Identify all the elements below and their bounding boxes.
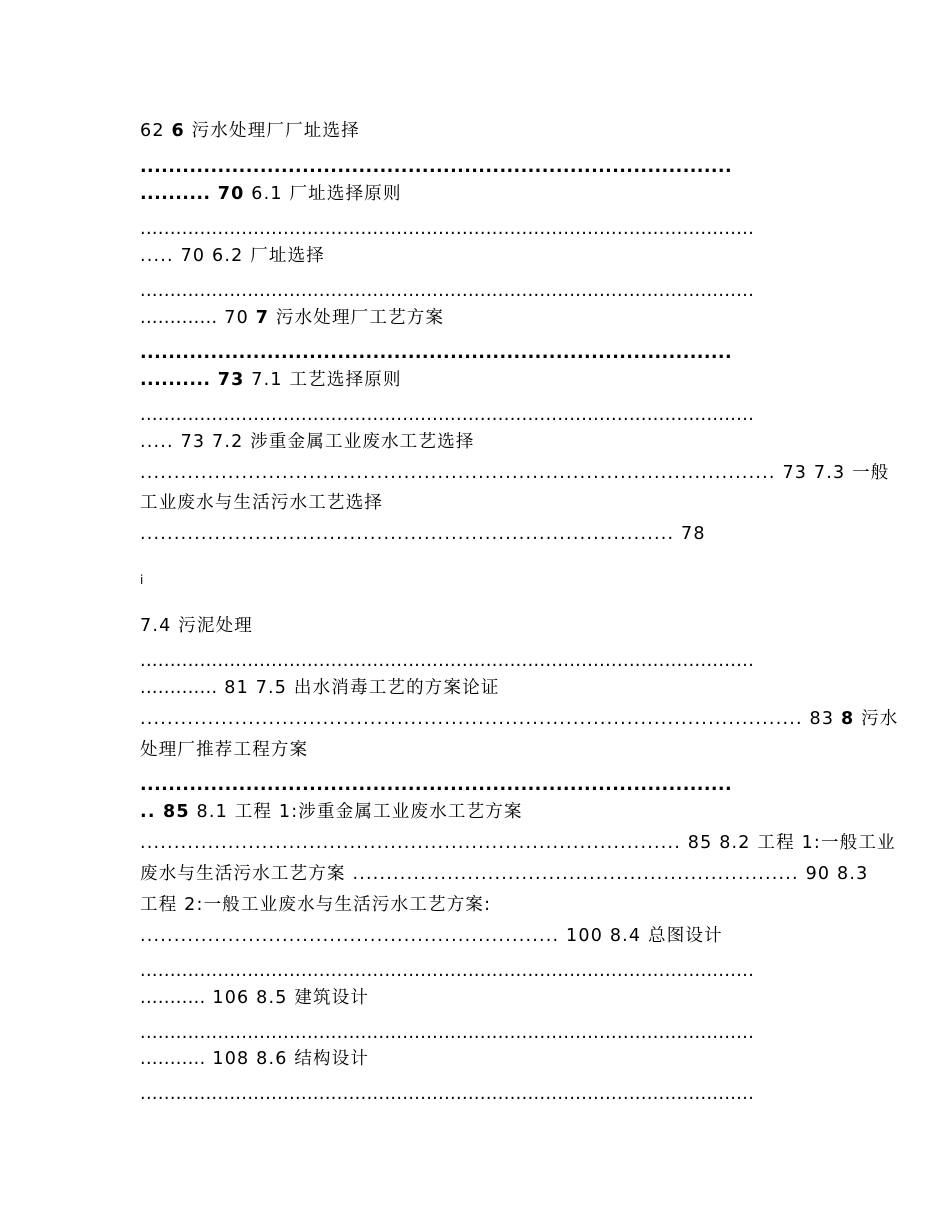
toc-line: 工程 2:一般工业废水与生活污水工艺方案: (140, 895, 492, 915)
toc-line: ..... 73 7.2 涉重金属工业废水工艺选择 (140, 432, 475, 452)
toc-line: 7.4 污泥处理 (140, 616, 253, 636)
toc-line: .......... 70 6.1 厂址选择原则 (140, 184, 402, 204)
toc-line: ........... 106 8.5 建筑设计 (140, 988, 370, 1008)
toc-leader: .................................................................................... (140, 157, 733, 177)
toc-line: 62 6 污水处理厂厂址选择 (140, 121, 360, 141)
toc-leader: ....................................................................................................... (140, 1084, 755, 1104)
toc-line: ................................................................................ 85 8.2 工程 1:一般工业 (140, 833, 896, 853)
toc-line: ............. 70 7 污水处理厂工艺方案 (140, 308, 445, 328)
toc-leader: ....................................................................................................... (140, 405, 755, 425)
page-number: i (140, 573, 144, 587)
toc-line: .............................................................................................. 73 7.3 一般 (140, 463, 890, 483)
toc-leader: ....................................................................................................... (140, 219, 755, 239)
toc-line: .. 85 8.1 工程 1:涉重金属工业废水工艺方案 (140, 802, 523, 822)
toc-leader: ....................................................................................................... (140, 651, 755, 671)
toc-leader: .................................................................................... (140, 343, 733, 363)
toc-line: ........... 108 8.6 结构设计 (140, 1049, 370, 1069)
toc-line: ............. 81 7.5 出水消毒工艺的方案论证 (140, 678, 500, 698)
toc-leader: .................................................................................... (140, 775, 733, 795)
toc-leader: ....................................................................................................... (140, 281, 755, 301)
toc-line: .................................................................................................. 83 8 污水 (140, 709, 899, 729)
toc-leader: ....................................................................................................... (140, 961, 755, 981)
toc-line: ............................................................................... 78 (140, 524, 706, 544)
toc-line: ..... 70 6.2 厂址选择 (140, 246, 326, 266)
toc-line: 废水与生活污水工艺方案 .................................................................. 90 8.3 (140, 864, 869, 884)
toc-line: 工业废水与生活污水工艺选择 (140, 493, 384, 513)
toc-line: 处理厂推荐工程方案 (140, 740, 309, 760)
toc-line: .......... 73 7.1 工艺选择原则 (140, 370, 402, 390)
toc-line: .............................................................. 100 8.4 总图设计 (140, 926, 723, 946)
toc-leader: ....................................................................................................... (140, 1023, 755, 1043)
